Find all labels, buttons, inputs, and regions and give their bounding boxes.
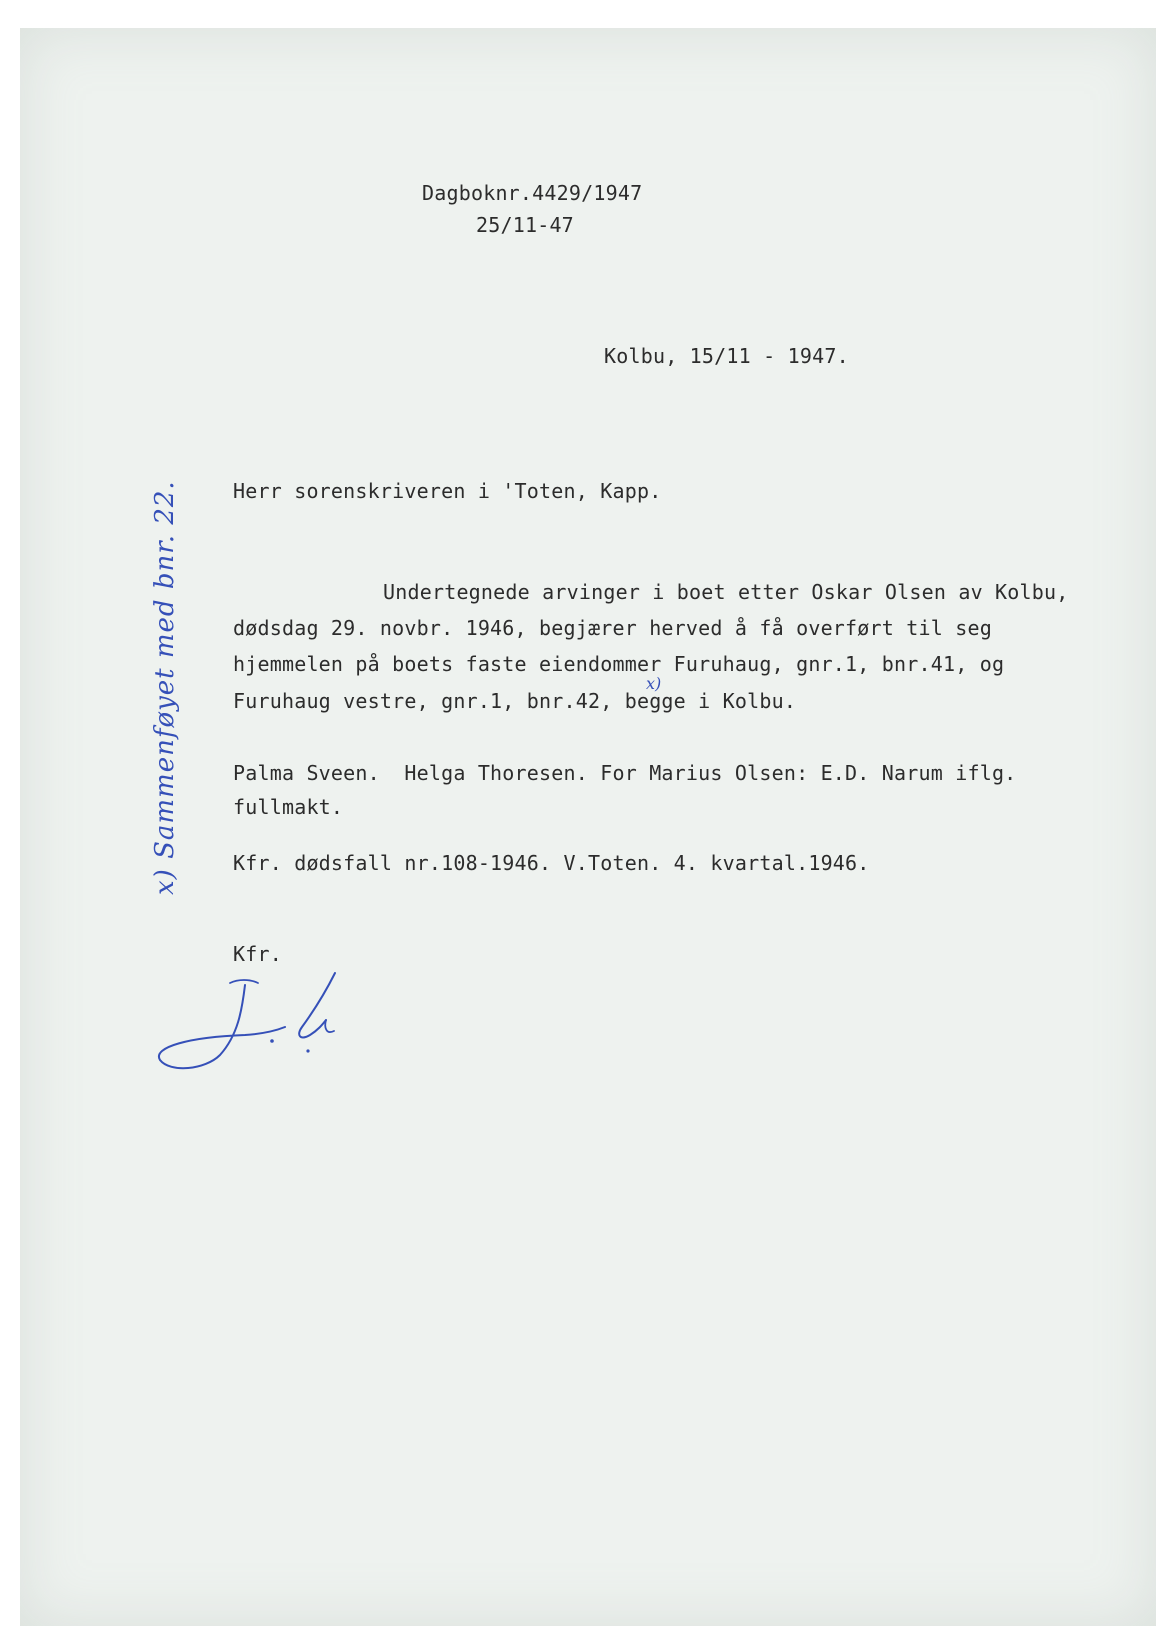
death-record-reference: Kfr. dødsfall nr.108-1946. V.Toten. 4. kvartal.1946.	[233, 851, 870, 875]
document-page	[20, 28, 1156, 1626]
body-line: Furuhaug vestre, gnr.1, bnr.42, begge i Kolbu.	[233, 689, 797, 713]
footnote-mark: x)	[646, 674, 662, 693]
body-line: dødsdag 29. novbr. 1946, begjærer herved å få overført til seg	[233, 616, 992, 640]
kfr-label: Kfr.	[233, 942, 282, 966]
addressee: Herr sorenskriveren i 'Toten, Kapp.	[233, 479, 662, 503]
signatories-line: Palma Sveen. Helga Thoresen. For Marius Olsen: E.D. Narum iflg.	[233, 761, 1017, 785]
place-date: Kolbu, 15/11 - 1947.	[604, 344, 849, 368]
body-line: Undertegnede arvinger i boet etter Oskar Olsen av Kolbu,	[383, 580, 1069, 604]
received-date: 25/11-47	[476, 213, 574, 237]
journal-number: Dagboknr.4429/1947	[422, 181, 643, 205]
signatories-line: fullmakt.	[233, 795, 344, 819]
handwritten-initials-signature	[150, 965, 360, 1075]
handwritten-margin-note: x) Sammenføyet med bnr. 22.	[150, 480, 180, 895]
body-line: hjemmelen på boets faste eiendommer Furuhaug, gnr.1, bnr.41, og	[233, 652, 1005, 676]
